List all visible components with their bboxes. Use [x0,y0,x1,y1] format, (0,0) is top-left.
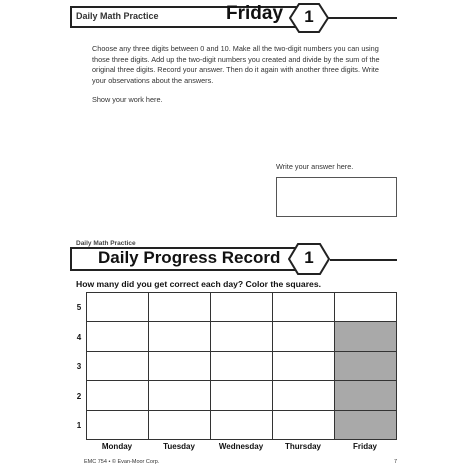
progress-square-tuesday-2[interactable] [149,381,211,410]
progress-square-friday-4[interactable] [335,322,397,351]
progress-square-thursday-5[interactable] [273,293,335,322]
progress-square-monday-5[interactable] [87,293,149,322]
progress-square-friday-1[interactable] [335,411,397,440]
progress-square-monday-1[interactable] [87,411,149,440]
row-label-3: 3 [76,362,82,371]
progress-square-thursday-3[interactable] [273,352,335,381]
progress-square-friday-3[interactable] [335,352,397,381]
progress-week-number: 1 [304,248,314,267]
top-week-number: 1 [304,7,314,26]
progress-header-title: Daily Progress Record [98,248,281,267]
problem-text: Choose any three digits between 0 and 10. Make all the two-digit numbers you can using those three digits. Add up the two-digit numbers you created and divide by the sum of the original three digits. Record your answer. Then do it again with another three digits. Write your observations about the answers. [92,44,380,85]
progress-square-monday-4[interactable] [87,322,149,351]
progress-square-friday-2[interactable] [335,381,397,410]
day-label-tuesday: Tuesday [163,442,195,451]
progress-square-thursday-1[interactable] [273,411,335,440]
answer-label: Write your answer here. [276,162,354,171]
show-work-label: Show your work here. [92,95,163,104]
progress-square-tuesday-3[interactable] [149,352,211,381]
week-hexagon-icon [289,3,329,33]
progress-question: How many did you get correct each day? Color the squares. [76,279,321,289]
day-label-friday: Friday [352,442,377,451]
progress-square-wednesday-4[interactable] [211,322,273,351]
progress-square-wednesday-5[interactable] [211,293,273,322]
progress-square-tuesday-5[interactable] [149,293,211,322]
day-label-monday: Monday [101,442,133,451]
progress-grid [86,292,397,440]
top-header-label: Daily Math Practice [76,11,159,21]
row-label-2: 2 [76,392,82,401]
progress-square-monday-2[interactable] [87,381,149,410]
progress-square-wednesday-3[interactable] [211,352,273,381]
footer-copyright: EMC 754 • © Evan-Moor Corp. [84,459,160,465]
progress-hexagon-icon [288,243,330,275]
row-label-4: 4 [76,333,82,342]
progress-square-tuesday-1[interactable] [149,411,211,440]
progress-header-label: Daily Math Practice [76,240,136,247]
page-number: 7 [394,459,398,465]
row-label-1: 1 [76,421,82,430]
progress-square-wednesday-1[interactable] [211,411,273,440]
progress-square-monday-3[interactable] [87,352,149,381]
day-label-thursday: Thursday [284,442,321,451]
progress-square-friday-5[interactable] [335,293,397,322]
progress-square-wednesday-2[interactable] [211,381,273,410]
answer-box[interactable] [276,177,397,217]
day-label-wednesday: Wednesday [218,442,264,451]
progress-square-thursday-2[interactable] [273,381,335,410]
progress-square-thursday-4[interactable] [273,322,335,351]
top-header-day: Friday [226,3,284,24]
progress-square-tuesday-4[interactable] [149,322,211,351]
row-label-5: 5 [76,303,82,312]
top-header-rule [327,17,397,19]
progress-header-rule [330,259,397,261]
